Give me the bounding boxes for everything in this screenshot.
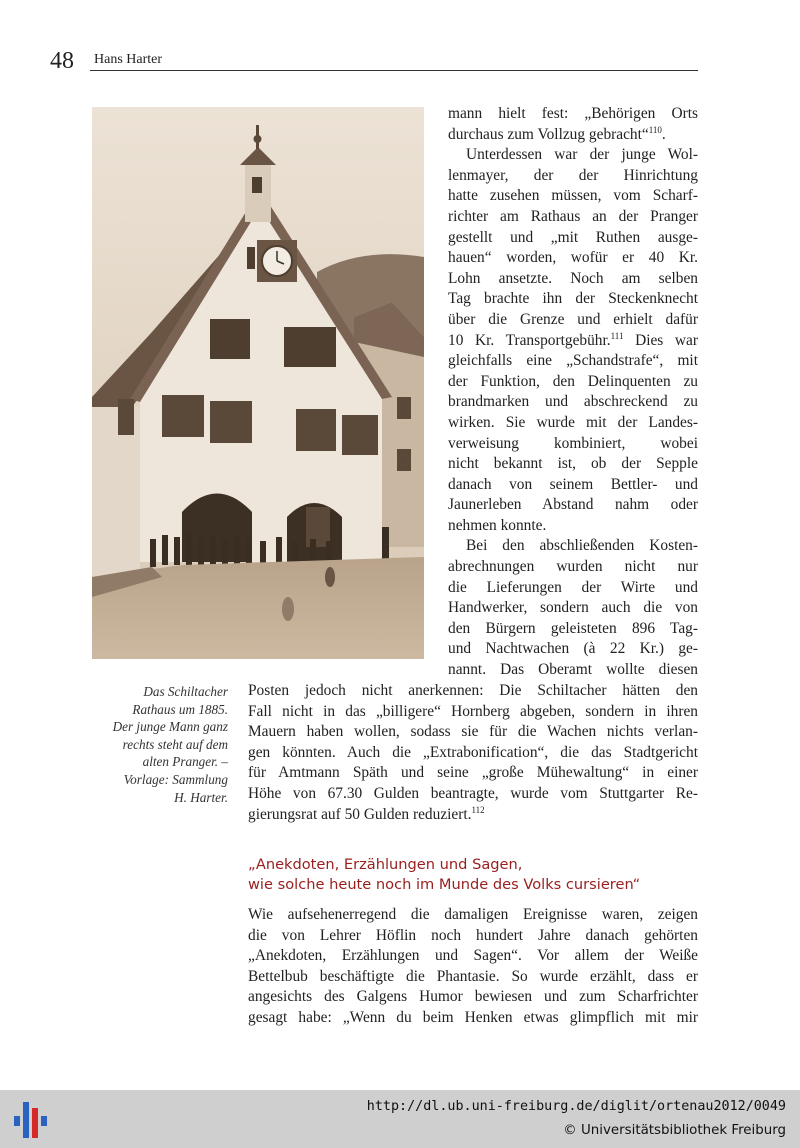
text-line: der Funktion, den Delinquenten zu [448,372,698,390]
text-line: Jaunerleben Abstand nahm oder [448,496,698,514]
text-line [448,331,698,352]
line-tail: . [661,125,666,143]
line-text: 10 Kr. Transportgebühr. [448,331,611,349]
figure-caption [96,683,228,806]
text-line: gleichfalls eine „Schandstrafe“, mit [448,352,698,370]
text-line: den Bürgern geleisteten 896 Tag- [448,619,698,637]
text-line [248,805,698,826]
library-logo-icon [12,1098,52,1142]
line-text: durchaus zum Vollzug gebracht“ [448,125,649,143]
text-line [448,125,698,146]
text-line: Lohn ansetzte. Noch am selben [448,269,698,287]
text-line: angesichts des Galgens Humor bewiesen und zum Scharfrichter [248,988,698,1006]
page-number: 48 [50,48,74,74]
text-line: Handwerker, sondern auch die von [448,599,698,617]
text-line: Fall nicht in das „billigere“ Hornberg abgeben, sondern in ihren [248,702,698,720]
text-line: gesagt habe: „Wenn du beim Henken etwas glimpflich mit mir [248,1008,698,1026]
text-line: Bei den abschließenden Kosten- [466,537,698,555]
caption-line: H. Harter. [174,789,228,805]
running-title: Hans Harter [94,52,163,67]
heading-line: „Anekdoten, Erzählungen und Sagen, [248,856,523,873]
text-line: abrechnungen wurden nicht nur [448,558,698,576]
text-line: wirken. Sie wurde mit der Landes- [448,413,698,431]
text-line: Posten jedoch nicht anerkennen: Die Schiltacher hätten den [248,682,698,699]
text-line: hauen“ worden, wofür er 40 Kr. [448,249,698,267]
text-line: hatte zusehen müssen, vom Scharf- [448,187,698,205]
text-line: nannt. Das Oberamt wollte diesen [448,661,698,679]
text-line: Höhe von 67.30 Gulden beantragte, wurde vom Stuttgarter Re- [248,784,698,802]
text-line: nicht bekannt ist, ob der Sepple [448,455,698,473]
caption-line: Der junge Mann ganz [112,719,228,735]
header-rule [90,70,698,71]
text-line: für Amtmann Späth und seine „große Mühewaltung“ in einer [248,764,698,782]
caption-line: Rathaus um 1885. [132,701,228,717]
footnote-ref: 111 [610,330,624,341]
page-header [50,46,698,72]
footnote-ref: 112 [471,804,485,815]
text-line: über die Grenze und erhielt dafür [448,310,698,328]
section-heading [248,855,698,895]
text-line: gen könnten. Auch die „Extrabonification“, die das Stadtgericht [248,743,698,761]
text-line: verweisung kombiniert, wobei [448,434,698,452]
text-line: Wie aufsehenerregend die damaligen Ereignisse waren, zeigen [248,906,698,923]
text-line: die Lieferungen der Wirte und [448,578,698,596]
text-line: Bettelbub beschäftigte die Phantasie. So wurde erzählt, dass er [248,967,698,985]
text-line: Tag brachte ihn der Steckenknecht [448,290,698,308]
text-line: brandmarken und abschreckend zu [448,393,698,411]
caption-line: rechts steht auf dem [122,736,228,752]
caption-line: Vorlage: Sammlung [123,771,228,787]
text-line: „Anekdoten, Erzählungen und Sagen“. Vor allem der Weiße [248,947,698,965]
caption-line: alten Pranger. – [142,754,228,770]
library-footer [0,1090,800,1148]
caption-line: Das Schiltacher [143,684,228,699]
text-line: richter am Rathaus an der Pranger [448,207,698,225]
wide-text-column [248,681,698,825]
text-line: gestellt und „mit Ruthen ausge- [448,228,698,246]
permalink-url[interactable]: http://dl.ub.uni-freiburg.de/diglit/ortenau2012/0049 [366,1099,786,1114]
text-line: Unterdessen war der junge Wol- [466,146,698,164]
line-text: gierungsrat auf 50 Gulden reduziert. [248,805,472,823]
text-line: nehmen konnte. [448,516,547,534]
text-line: danach von seinem Bettler- und [448,475,698,493]
text-line: Mauern haben wollen, sodass sie für die Wachen nichts verlan- [248,723,698,741]
right-text-column [448,104,698,681]
text-line: lenmayer, der der Hinrichtung [448,166,698,184]
text-line: die von Lehrer Höflin noch hundert Jahre danach gehörten [248,926,698,944]
line-tail: Dies war [623,331,698,349]
heading-line: wie solche heute noch im Munde des Volks cursieren“ [248,876,641,893]
text-line: mann hielt fest: „Behörigen Orts [448,105,698,122]
copyright-notice: © Universitätsbibliothek Freiburg [563,1123,786,1138]
town-hall-photo [92,107,424,659]
text-line: und Nachtwachen (à 22 Kr.) ge- [448,640,698,658]
footnote-ref: 110 [648,124,662,135]
section-text-column [248,905,698,1029]
